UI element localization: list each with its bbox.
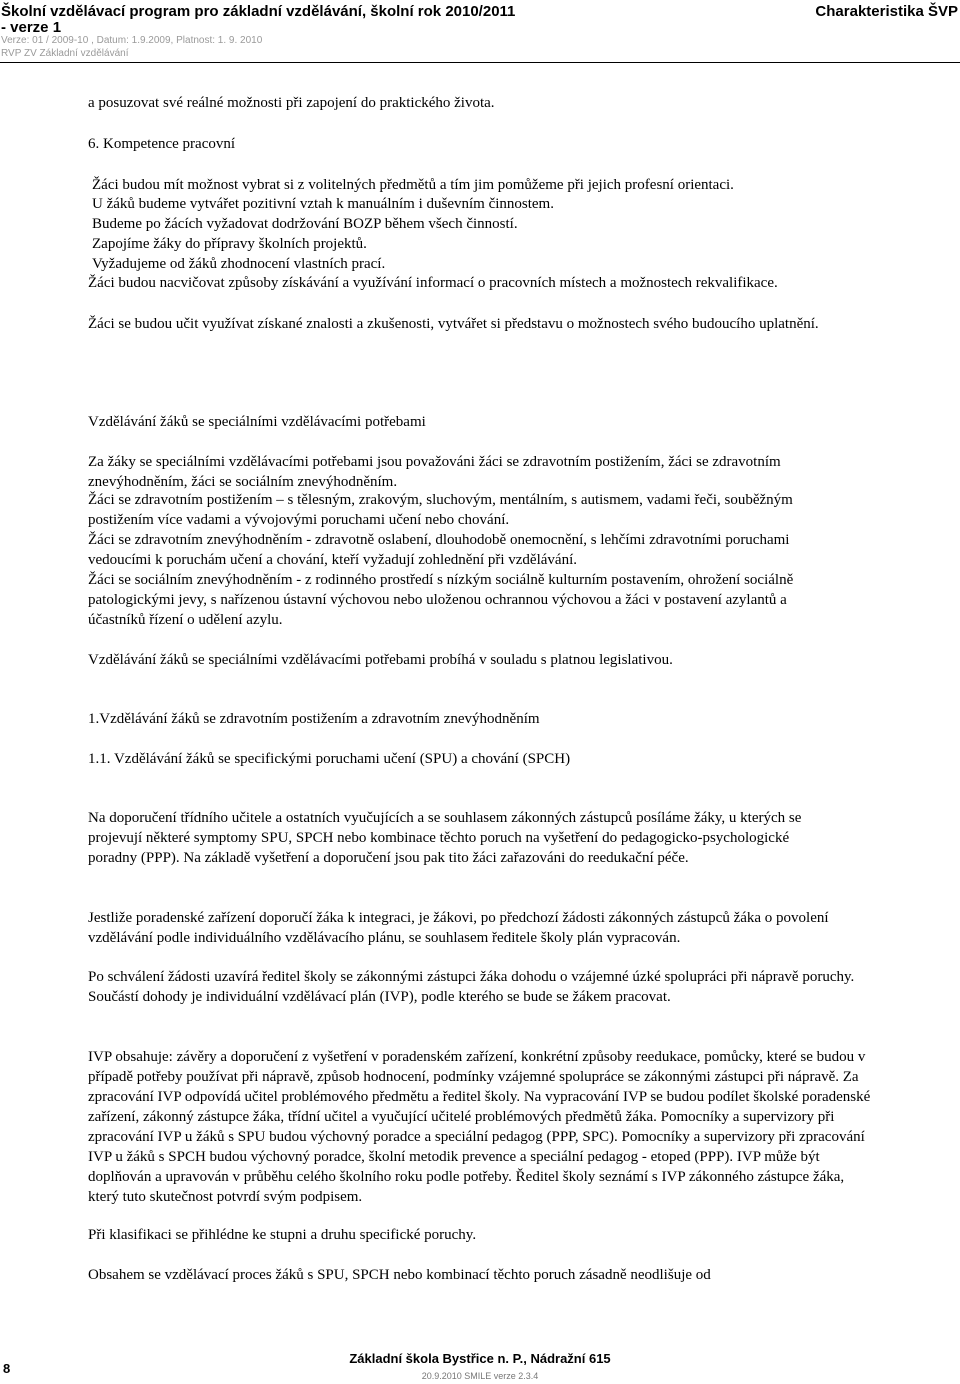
heading-1-1: 1.1. Vzdělávání žáků se specifickými poruchami učení (SPU) a chování (SPCH)	[88, 751, 571, 767]
competence-item: Žáci budou nacvičovat způsoby získávání a využívání informací o pracovních místech a možnostech rekvalifikace.	[88, 275, 778, 291]
svp-paragraph: Žáci se zdravotním postižením – s tělesným, zrakovým, sluchovým, mentálním, s autismem, vadami řeči, souběžným postižením více vadami a vývojovými poruchami učení nebo chování.	[88, 492, 793, 528]
version-date-line: Verze: 01 / 2009-10 , Datum: 1.9.2009, Platnost: 1. 9. 2010	[1, 35, 263, 46]
paragraph-approval: Po schválení žádosti uzavírá ředitel školy se zákonnými zástupci žáka dohodu o vzájemné úzké spolupráci při nápravě poruchy. Součástí dohody je individuální vzdělávací plán (IVP), podle kterého se bude se žákem pracovat.	[88, 969, 855, 1005]
page-header	[0, 0, 960, 62]
section-heading: Vzdělávání žáků se speciálními vzdělávacími potřebami	[88, 414, 426, 430]
paragraph-classification: Při klasifikaci se přihlédne ke stupni a druhu specifické poruchy.	[88, 1227, 477, 1243]
document-version: - verze 1	[1, 19, 62, 36]
document-title: Školní vzdělávací program pro základní vzdělávání, školní rok 2010/2011	[1, 3, 516, 20]
heading-competence: 6. Kompetence pracovní	[88, 136, 236, 152]
svp-paragraph: Žáci se zdravotním znevýhodněním - zdravotně oslabení, dlouhodobě onemocnění, s lehčími zdravotními poruchami vedoucími k poruchám učení a chování, kteří vyžadují zohlednění při vzdělávání.	[88, 532, 790, 568]
header-divider	[0, 62, 960, 63]
paragraph-content: Obsahem se vzdělávací proces žáků s SPU, SPCH nebo kombinací těchto poruch zásadně neodlišuje od	[88, 1267, 711, 1283]
paragraph-recommendation: Na doporučení třídního učitele a ostatních vyučujících a se souhlasem zákonných zástupců posíláme žáky, u kterých se projevují některé symptomy SPU, SPCH nebo kombinace těchto poruch na vyšetření do pedagogicko-psychologické poradny (PPP). Na základě vyšetření a doporučení jsou pak tito žáci zařazováni do reedukační péče.	[88, 810, 802, 866]
footer-school: Základní škola Bystřice n. P., Nádražní 615	[349, 1351, 611, 1366]
competence-item: Budeme po žácích vyžadovat dodržování BOZP během všech činností.	[92, 216, 518, 232]
paragraph-integration: Jestliže poradenské zařízení doporučí žáka k integraci, je žákovi, po předchozí žádosti zákonných zástupců žáka o povolení vzdělávání podle individuálního vzdělávacího plánu, se souhlasem ředitele školy plán vypracován.	[88, 910, 829, 946]
paragraph-ivp: IVP obsahuje: závěry a doporučení z vyšetření v poradenském zařízení, konkrétní způsoby reedukace, pomůcky, které se budou v případě potřeby používat při nápravě, způsob hodnocení, podmínky vzájemné spolupráce se zákonnými zástupci při nápravě. Za zpracování IVP odpovídá učitel problémového předmětu a ředitel školy. Na vypracování IVP se budou podílet školské poradenské zařízení, zákonný zástupce žáka, třídní učitel a vyučující učitelé problémových předmětů žáka. Pomocníky a supervizory při zpracování IVP u žáků s SPU budou výchovný poradce a speciální pedagog (PPP, SPC). Pomocníky a supervizory při zpracování IVP u žáků s SPCH budou výchovný poradce, školní metodik prevence a speciální pedagog - etoped (PPP). IVP může být doplňován a upravován v průběhu celého školního roku podle potřeby. Ředitel školy seznámí s IVP zákonného zástupce žáka, který tuto skutečnost potvrdí svým podpisem.	[88, 1049, 871, 1205]
heading-1: 1.Vzdělávání žáků se zdravotním postižením a zdravotním znevýhodněním	[88, 711, 540, 727]
competence-item: Zapojíme žáky do přípravy školních projektů.	[92, 236, 367, 252]
svp-paragraph: Žáci se sociálním znevýhodněním - z rodinného prostředí s nízkým sociálně kulturním postavením, ohrožení sociálně patologickými jevy, s nařízenou ústavní výchovou nebo uloženou ochrannou výchovou a žáci v postavení azylantů a účastníků řízení o udělení azylu.	[88, 572, 794, 628]
svp-paragraph: Za žáky se speciálními vzdělávacími potřebami jsou považováni žáci se zdravotním postižením, žáci se zdravotním znevýhodněním, žáci se sociálním znevýhodněním.	[88, 454, 781, 490]
competence-item: Vyžadujeme od žáků zhodnocení vlastních prací.	[92, 256, 386, 272]
paragraph-continuation: a posuzovat své reálné možnosti při zapojení do praktického života.	[88, 95, 495, 111]
legislation-paragraph: Vzdělávání žáků se speciálními vzdělávacími potřebami probíhá v souladu s platnou legislativou.	[88, 652, 673, 668]
page-number: 8	[3, 1361, 11, 1376]
competence-item: U žáků budeme vytvářet pozitivní vztah k manuálním i duševním činnostem.	[92, 196, 554, 212]
section-name: Charakteristika ŠVP	[815, 3, 958, 20]
competence-item: Žáci se budou učit využívat získané znalosti a zkušenosti, vytvářet si představu o možnostech svého budoucího uplatnění.	[88, 316, 819, 332]
footer-software: 20.9.2010 SMILE verze 2.3.4	[421, 1371, 539, 1381]
competence-item: Žáci budou mít možnost vybrat si z volitelných předmětů a tím jim pomůžeme při jejich profesní orientaci.	[92, 177, 734, 193]
rvp-line: RVP ZV Základní vzdělávání	[1, 48, 129, 59]
